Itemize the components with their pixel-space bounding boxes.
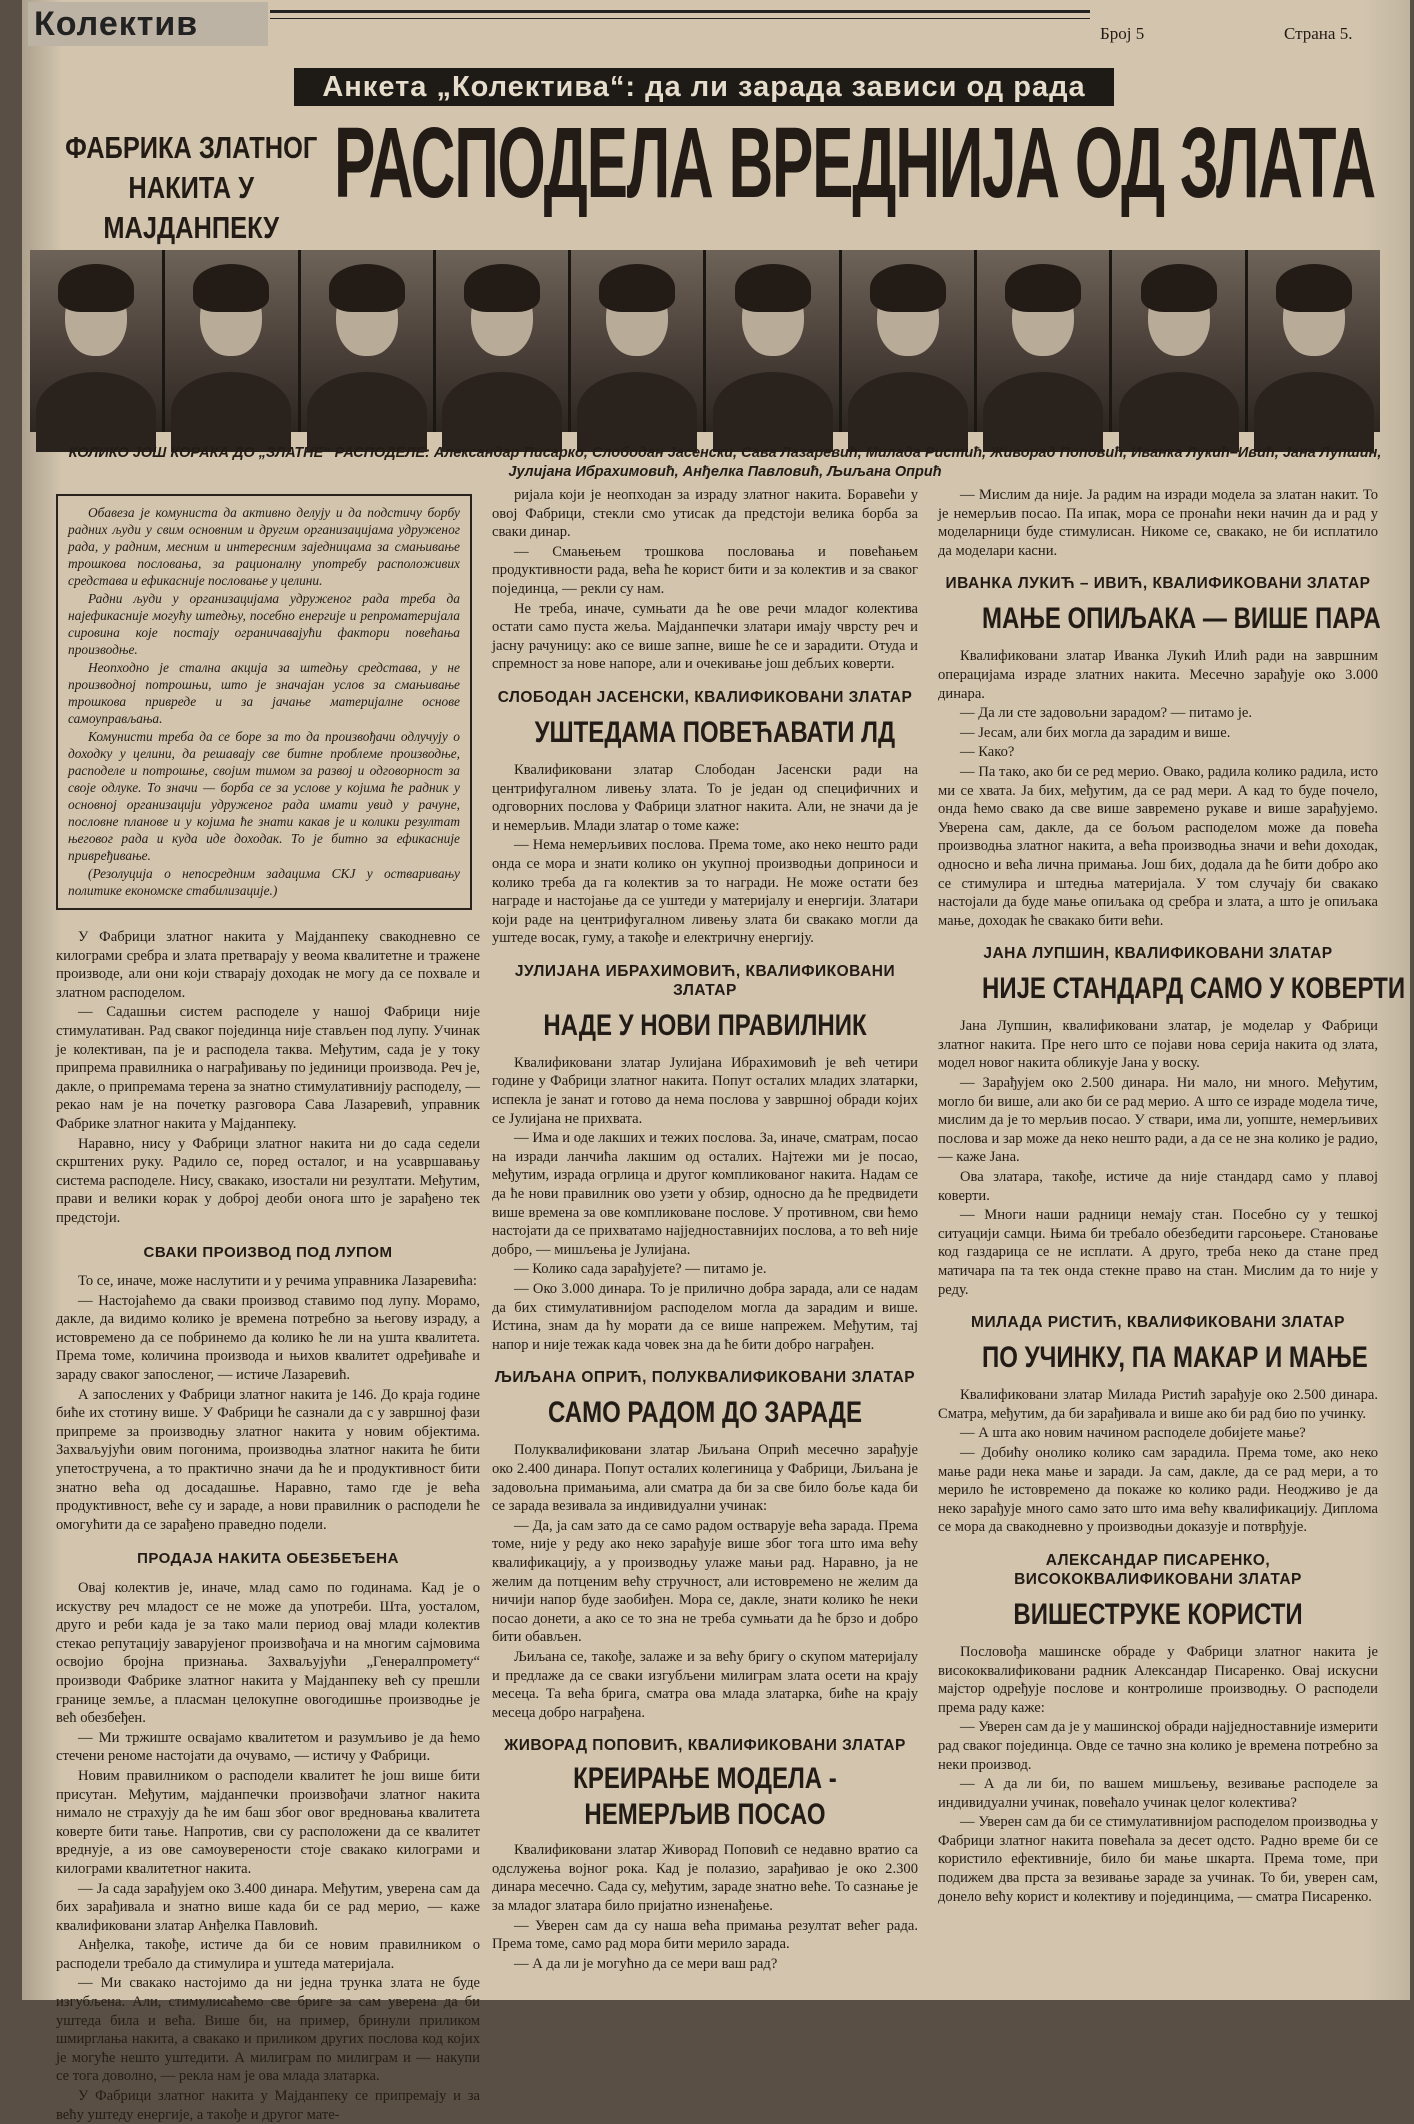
paragraph: Квалификовани златар Иванка Лукић Илић ради на завршним операцијама израде златних накита. Месечно зарађује око 3.000 динара. bbox=[938, 648, 1378, 702]
paragraph: Јана Лупшин, квалификовани златар, је моделар у Фабрици златног накита. Пре него што се појави нова серија накита од злата, модел новог накита обликује Јана у воску. bbox=[938, 1018, 1378, 1072]
paragraph: — Смањењем трошкова пословања и повећањем продуктивности рада, већа ће корист бити и за колектив и за сваког појединца, — рекли су нам. bbox=[492, 543, 918, 597]
paragraph: — Добићу онолико колико сам зарадила. Према томе, ако неко мање ради нека мање и заради. Ја сам, дакле, да се рад мери, а то мерило ће истовремено да покаже ко колико ради. Неодживо је да неко зарађује много само зато што има већу квалификацију. Диплома се мора да свакодневно у производњи доказује и потврђује. bbox=[938, 1444, 1378, 1536]
column-3 bbox=[938, 486, 1406, 1986]
paragraph: — Ми тржиште освајамо квалитетом и разумљиво је да ћемо стечени реноме настојати да очувамо, — истичу у Фабрици. bbox=[56, 1729, 480, 1765]
issue-number: Број 5 bbox=[1100, 24, 1145, 43]
paragraph: — Колико сада зарађујете? — питамо је. bbox=[514, 1261, 767, 1278]
interviewee-byline: ЉИЉАНА ОПРИЋ, ПОЛУКВАЛИФИКОВАНИ ЗЛАТАР bbox=[494, 1369, 916, 1387]
portrait-photo bbox=[977, 250, 1109, 432]
headline: РАСПОДЕЛА ВРЕДНИЈА ОД ЗЛАТА bbox=[334, 107, 1375, 219]
photo-caption: КОЛИКО ЈОШ КОРАКА ДО „ЗЛАТНЕ“ РАСПОДЕЛЕ: Александар Писарко, Слободан Јасенски, Сава Лазаревић, Милада Ристић, Живорад Поповић, Иванка Лукић–Ивић, Јана Лупшин, Јулијана Ибрахимовић, Анђелка Павловић, Љиљана Опрић bbox=[68, 445, 1382, 480]
side-title: ФАБРИКА ЗЛАТНОГ НАКИТА У МАЈДАНПЕКУ bbox=[65, 130, 318, 245]
paragraph: — Има и оде лакших и тежих послова. За, иначе, сматрам, посао на изради ланчића лакшим од осталих. Најтежи ми је посао, међутим, израда огрлица и другог компликованог накита. Надам се да ће нови правилник ово узети у обзир, односно да ће предвидети више времена за ове компликоване послове. У противном, сви ћемо настојати да се прихватамо најједноставнијих послова, а то већ није добро, — мишљења је Јулијана. bbox=[492, 1130, 918, 1258]
paragraph: — Уверен сам да би се стимулативнијом расподелом производња у Фабрици златног накита повећала за десет одсто. Радно време би се користило ефективније, било би мање шкарта. Према томе, при подижем два прста за везивање зараде за учинак. То би, уверен сам, донело већу корист и колективу и појединцима, — сматра Писаренко. bbox=[938, 1814, 1378, 1905]
paragraph: Пословођа машинске обраде у Фабрици златног накита је висококвалификовани радник Александар Писаренко. Овај искусни мајстор одређује послове и контролише производњу. О расподели према раду каже: bbox=[938, 1643, 1378, 1716]
photo-strip bbox=[30, 250, 1380, 432]
paragraph: — Уверен сам да су наша већа примања резултат већег рада. Према томе, само рад мора бити мерило зарада. bbox=[492, 1917, 918, 1953]
paragraph: — Како? bbox=[960, 744, 1015, 761]
paragraph: — Да ли сте задовољни зарадом? — питамо је. bbox=[960, 705, 1253, 722]
paragraph: — Па тако, ако би се ред мерио. Овако, радила колико радила, исто ми се хвата. Ја бих, међутим, да се рад мери. А кад то буде почело, онда ћемо свако да све више завремено рукаве и више зарађујемо. Уверена сам, дакле, да се бољом расподелом може да повећа производња златног накита, а већа производња значи и већи доходак, односно и већа лична примања. Још бих, додала да ће бити добро ако се стимулира и штедња материјала. У том случају би свакако настојали да буде мање опиљака од сребра и злата, а што је опиљака мање, доходак ће свакако бити већи. bbox=[938, 763, 1378, 929]
interviewee-byline: СЛОБОДАН ЈАСЕНСКИ, КВАЛИФИКОВАНИ ЗЛАТАР bbox=[497, 688, 913, 706]
paragraph: — Уверен сам да је у машинској обради најједноставније измерити рад сваког појединца. Овде се тачно зна колико је времена потребно за неки производ. bbox=[938, 1719, 1378, 1773]
portrait-photo bbox=[30, 250, 162, 432]
column-1 bbox=[56, 486, 480, 2123]
paragraph: — А да ли би, по вашем мишљењу, везивање расподеле за индивидуални учинак, повећало учинак целог колектива? bbox=[938, 1776, 1378, 1811]
interview-title: УШТЕДАМА ПОВЕЋАВАТИ ЛД bbox=[534, 715, 896, 749]
masthead-logo: Колектив bbox=[28, 2, 268, 46]
masthead-rule-thin bbox=[270, 18, 1090, 19]
newspaper-page bbox=[22, 0, 1410, 2123]
masthead-rule bbox=[270, 10, 1090, 13]
paragraph: Овај колектив је, иначе, млад само по годинама. Кад је о искуству реч младост се не може да употреби. Шта, уосталом, друго и реби када је за тако мали период овај млади колектив стекао репутацију заварујеног произвођача и на многим сајмовима освојио бројна признања. Захваљујући „Генералпромету“ производи Фабрике златног накита у Мајданпеку већ су прешли границе земље, а пласман целокупне овогодишње производње је већ обезбеђен. bbox=[56, 1580, 480, 1727]
paragraph: Квалификовани златар Слободан Јасенски ради на центрифугалном ливењу злата. То је један од специфичних и одговорних послова у Фабрици златног накита. Али, не значи да је и немерљив. Млади златар о томе каже: bbox=[492, 761, 918, 834]
section-heading: СВАКИ ПРОИЗВОД ПОД ЛУПОМ bbox=[143, 1243, 393, 1261]
interview-title: ВИШЕСТРУКЕ КОРИСТИ bbox=[1013, 1597, 1303, 1631]
box-paragraph: Неопходно је стална акција за штедњу средстава, у не производној потрошњи, што је значајан услов за смањивање трошкова привреде и за јачање материјалне основе самоуправљања. bbox=[68, 660, 460, 726]
page-number: Страна 5. bbox=[1284, 24, 1353, 43]
paragraph: — Многи наши радници немају стан. Посебно су у тешкој ситуацији самци. Њима би требало обезбедити гарсоњере. Становање код газдарица се не исплати. А друго, треба неко да стане пред матичара па та тек онда стекне право на стан. Мислим да то није у реду. bbox=[938, 1207, 1378, 1298]
paragraph: — Нема немерљивих послова. Према томе, ако неко нешто ради онда се мора и знати колико он укупној производњи доприноси и колико треба да га колектив за то награди. Не може остати без награде и настојање да се уштеди у материјалу и енергији. Златари који раде на центрифугалном ливењу злата би свакако могли да уштеде восак, гуму, а такође и електричну енергију. bbox=[492, 837, 918, 947]
paragraph: — А шта ако новим начином расподеле добијете мање? bbox=[960, 1425, 1306, 1442]
column-2 bbox=[492, 486, 918, 1986]
portrait-photo bbox=[436, 250, 568, 432]
paragraph: Новим правилником о расподели квалитет ће још више бити присутан. Међутим, мајданпечки произвођачи златног накита нимало не страхују да ће им баш због овог вредновања квалитета коверте бити тање. Напротив, сви су расположени да се квалитет вреднује, а из ове самоуверености стоје свакако килограми и килограми квалитетног накита. bbox=[56, 1767, 480, 1877]
interview-title: САМО РАДОМ ДО ЗАРАДЕ bbox=[548, 1396, 862, 1430]
paragraph: ријала који је неопходан за израду златног накита. Боравећи у овој Фабрици, стекли смо утисак да предстоји велика борба за сваки динар. bbox=[492, 487, 918, 541]
interviewee-byline: АЛЕКСАНДАР ПИСАРЕНКО, ВИСОКОКВАЛИФИКОВАНИ ЗЛАТАР bbox=[1014, 1551, 1302, 1588]
resolution-box bbox=[56, 494, 472, 910]
interview-title: НИЈЕ СТАНДАРД САМО У КОВЕРТИ bbox=[982, 972, 1406, 1006]
paragraph: Квалификовани златар Милада Ристић зарађује око 2.500 динара. Сматра, међутим, да би зарађивала и више ако би рад био по учинку. bbox=[938, 1387, 1378, 1422]
portrait-photo bbox=[1248, 250, 1380, 432]
portrait-photo bbox=[1112, 250, 1244, 432]
paragraph: — Ми свакако настојимо да ни једна трунка злата не буде изгубљена. Али, стимулисаћемо све бриге за сам уверена да би уштеда била и већа. Више би, на пример, бринули приликом шмирглања накита, а свакако и приликом других послова код којих је могуће нешто уштедити. А милиграм по милиграм и — накупи се тога доволно, — рекла нам је ова млада златарка. bbox=[56, 1975, 480, 2085]
paragraph: — Зарађујем око 2.500 динара. Ни мало, ни много. Међутим, могло би више, али ако би се рад мерио. А што се израде модела тиче, мислим да је то мерљив посао. У ствари, има ли, уопште, немерљивих послова и зар може да неко нешто ради, а да се не зна колико је радио, — каже Јана. bbox=[938, 1075, 1378, 1166]
paragraph: — Да, ја сам зато да се само радом остварује већа зарада. Према томе, није у реду ако неко зарађује више због тога што има већу квалификацију, а у производњу улаже мањи рад. Наравно, ја не желим да потценим већу стручност, али истовремено не желим да ничији напор буде заобиђен. Мора се, дакле, знати колико ће неки посао донети, а ако се то зна не треба сумњати да ће брзо и добро бити обављен. bbox=[492, 1517, 918, 1646]
portrait-photo bbox=[301, 250, 433, 432]
interviewee-byline: ЖИВОРАД ПОПОВИЋ, КВАЛИФИКОВАНИ ЗЛАТАР bbox=[504, 1737, 906, 1755]
interviewee-byline: ИВАНКА ЛУКИЋ – ИВИЋ, КВАЛИФИКОВАНИ ЗЛАТАР bbox=[945, 575, 1371, 593]
paragraph: — Ја сада зарађујем око 3.400 динара. Међутим, уверена сам да бих зарађивала и знатно више када би се рад мерио, — каже квалификовани златар Анђелка Павловић. bbox=[56, 1880, 480, 1934]
interviewee-byline: МИЛАДА РИСТИЋ, КВАЛИФИКОВАНИ ЗЛАТАР bbox=[971, 1314, 1345, 1332]
paragraph: Не треба, иначе, сумњати да ће ове речи младог колектива остати само пуста жеља. Мајданпечки златари имају чврсту реч и јасну рачуницу: ако се више запне, више ће се и зарадити. Отуда и спремност за нове напоре, али и очекивање још дебљих коверти. bbox=[492, 600, 918, 673]
paragraph: Анђелка, такође, истиче да би се новим правилником о расподели требало да стимулира и уштеда материјала. bbox=[56, 1937, 480, 1972]
paragraph: У Фабрици златног накита у Мајданпеку се припремају и за већу уштеду енергије, а такође и другог мате- bbox=[56, 2088, 480, 2123]
box-paragraph: Обавеза је комуниста да активно делују и да подстичу борбу радних људи у свим основним и другим организацијама удруженог рада, у радним, месним и интересним заједницама за смањивање трошкова пословања, за рационалну употребу расположивих средстава и ефикасније пословање у целини. bbox=[68, 505, 460, 588]
paragraph: То се, иначе, може наслутити и у речима управника Лазаревића: bbox=[78, 1273, 477, 1290]
portrait-photo bbox=[842, 250, 974, 432]
paragraph: Наравно, нису у Фабрици златног накита ни до сада седели скрштених руку. Радило се, поред осталог, и на усавршавању система расподеле. Нису, свакако, изостали ни резултати. Међутим, прави и велики корак у доброј деоби онога што је зарађено тек предстоји. bbox=[56, 1135, 480, 1226]
interviewee-byline: ЈАНА ЛУПШИН, КВАЛИФИКОВАНИ ЗЛАТАР bbox=[983, 945, 1333, 963]
portrait-photo bbox=[571, 250, 703, 432]
paragraph: — Садашњи систем расподеле у нашој Фабрици није стимулативан. Рад сваког појединца није стављен под лупу. Учинак је колективан, па је и расподела таква. Међутим, сада је у току припрема правилника о награђивању по јединици производа. Реч је, дакле, о припремама терена за знатно стимулативнију расподелу, — рекао нам је на почетку разговора Сава Лазаревић, управник Фабрике златног накита у Мајданпеку. bbox=[56, 1004, 480, 1132]
paragraph: — Мислим да није. Ја радим на изради модела за златан накит. То је немерљив посао. Па ипак, мора се пронаћи неки начин да и рад у моделарници буде стимулисан. Никоме се, свакако, не би исплатило да моделари касни. bbox=[938, 487, 1378, 559]
interview-title: ПО УЧИНКУ, ПА МАКАР И МАЊЕ bbox=[982, 1341, 1368, 1375]
interviewee-byline: ЈУЛИЈАНА ИБРАХИМОВИЋ, КВАЛИФИКОВАНИ ЗЛАТАР bbox=[514, 962, 896, 999]
kicker-banner: Анкета „Колектива“: да ли зарада зависи од рада bbox=[294, 68, 1114, 106]
paragraph: — Јесам, али бих могла да зарадим и више. bbox=[960, 724, 1231, 741]
interview-title: КРЕИРАЊЕ МОДЕЛА - НЕМЕРЉИВ ПОСАО bbox=[573, 1762, 837, 1832]
paragraph: — Настојаћемо да сваки производ ставимо под лупу. Морамо, дакле, да видимо колико је времена потребно за његову израду, а истовремено да се побринемо да колико ће ли на ушта квалитета. Према томе, количина производа и њихов квалитет одређиваће и зараду сваког запосленог, — истиче Лазаревић. bbox=[56, 1292, 480, 1384]
section-heading: ПРОДАЈА НАКИТА ОБЕЗБЕЂЕНА bbox=[137, 1550, 399, 1568]
interview-title: МАЊЕ ОПИЉАКА — ВИШЕ ПАРА bbox=[982, 602, 1381, 636]
paragraph: Квалификовани златар Јулијана Ибрахимовић је већ четири године у Фабрици златног накита. Попут осталих младих златарки, испекла је занат и готово да нема послова у завршној обради којих се Јулијана не прихвата. bbox=[492, 1054, 918, 1127]
interview-title: НАДЕ У НОВИ ПРАВИЛНИК bbox=[543, 1008, 867, 1042]
paragraph: Полуквалификовани златар Љиљана Опрић месечно зарађује око 2.400 динара. Попут осталих колегиница у Фабрици, Љиљана је задовољна примањима, али сматра да би за све било боље када би се зарада везивала за индивидуални учинак: bbox=[492, 1442, 918, 1515]
portrait-photo bbox=[165, 250, 297, 432]
paragraph: А запослених у Фабрици златног накита је 146. До краја године биће их стотину више. У Фабрици ће сазнали да с у завршној фази припреме за производњу златног накита у новим објектима. Захваљујући овим погонима, производња златног накита ће бити упетостручена, а то практично значи да ће и продуктивност бити знатно већа од досадашње. Наравно, тамо где је већа продуктивност, веће су и зараде, а нови правилник о расподели ће омогућити да се зарађено праведно подели. bbox=[56, 1386, 480, 1533]
paragraph: У Фабрици златног накита у Мајданпеку свакодневно се килограми сребра и злата претварају у веома квалитетне и тражене производе, али они који стварају доходак не могу да се похвале и златном расподелом. bbox=[56, 929, 480, 1001]
paragraph: — А да ли је могућно да се мери ваш рад? bbox=[514, 1955, 778, 1972]
box-paragraph: (Резолуција о непосредним задацима СКЈ у остваривању политике економске стабилизације.) bbox=[68, 866, 460, 898]
portrait-photo bbox=[706, 250, 838, 432]
paragraph: Ова златара, такође, истиче да није стандард само у плавој коверти. bbox=[938, 1169, 1378, 1204]
box-paragraph: Радни људи у организацијама удруженог рада треба да најефикасније могућу штедњу, посебно енергије и репроматеријала сировина које постају ограничавајући фактори повећања производње. bbox=[68, 591, 460, 657]
paragraph: — Око 3.000 динара. То је прилично добра зарада, али се надам да бих стимулативнијом расподелом могла да зарадим и више. Истина, знам да ћу морати да се више напрежем. Међутим, тај напор и није тежак када човек зна да ће бити добро награђен. bbox=[492, 1281, 918, 1353]
paragraph: Квалификовани златар Живорад Поповић се недавно вратио са одслужења војног рока. Кад је полазио, зарађивао је око 2.300 динара месечно. Сада су, међутим, зараде знатно веће. То сазнање је за младог златара било пријатно изненађење. bbox=[492, 1842, 918, 1915]
paragraph: Љиљана се, такође, залаже и за већу бригу о скупом материјалу и предлаже да се сваки изгубљени милиграм злата осети на крају месеца. Та већа брига, сматра ова млада златарка, биће на крају месеца добро награђена. bbox=[492, 1648, 918, 1721]
box-paragraph: Комунисти треба да се боре за то да произвођачи одлучују о доходку у целини, да решавају све битне проблеме производње, расподеле и потрошње, својим тимом за развој и одговорност за своје одлуке. То значи — борба се за услове у којима ће радник у основној организацији удруженог рада имати увид у рачуне, пословне планове и у којима ће знати какав је и колики резултат његовог рада и куда иде доходак. То је битно за ефикасније привређивање. bbox=[68, 729, 460, 863]
masthead bbox=[22, 0, 1410, 52]
